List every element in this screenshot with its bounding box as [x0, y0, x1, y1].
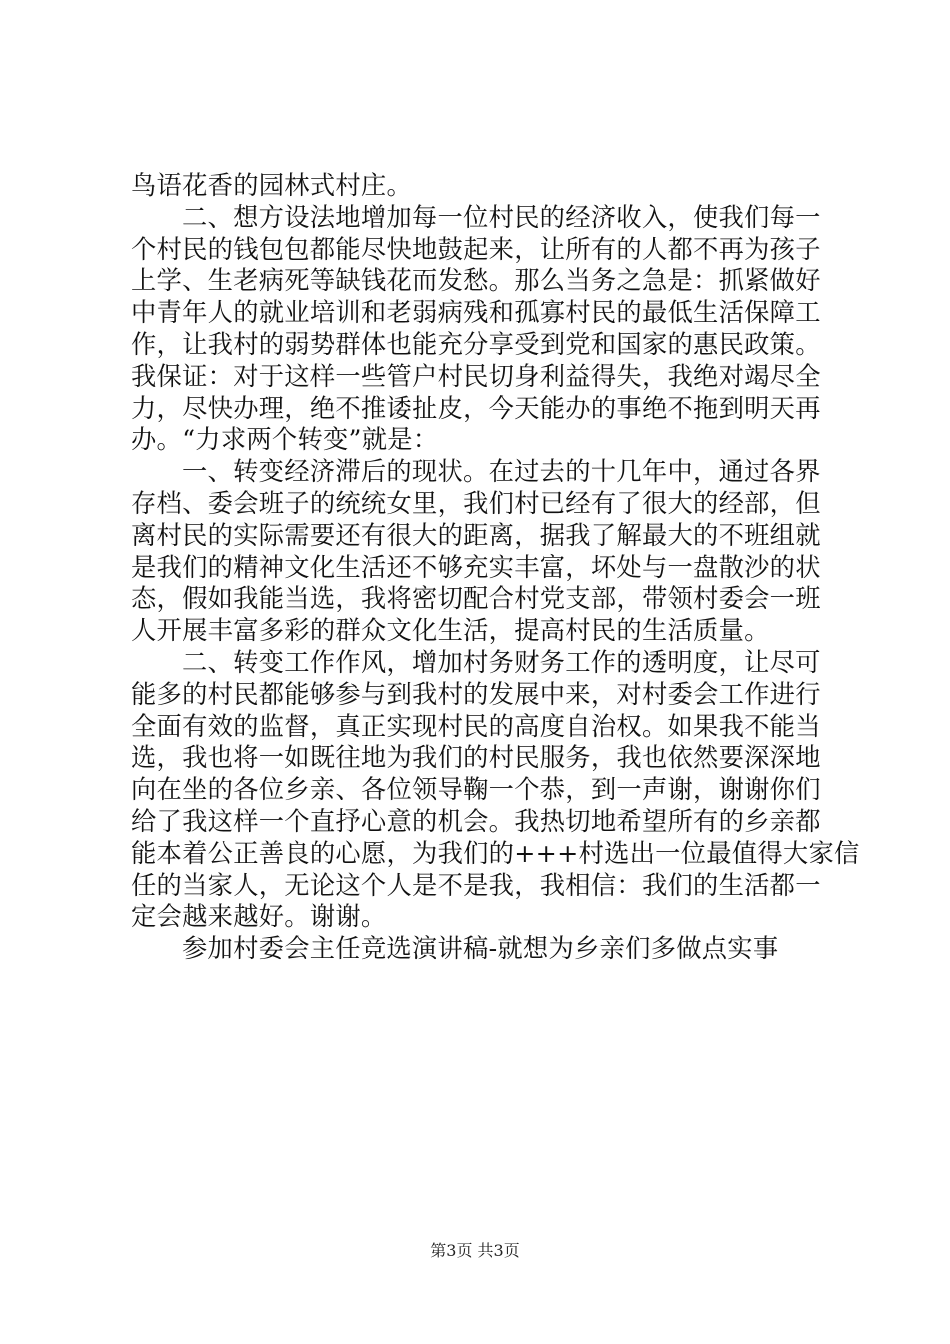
text-line: 二、想方设法地增加每一位村民的经济收入，使我们每一	[182, 202, 821, 232]
text-line: 人开展丰富多彩的群众文化生活，提高村民的生活质量。	[131, 616, 770, 646]
text-line: 选，我也将一如既往地为我们的村民服务，我也依然要深深地	[131, 743, 821, 773]
text-line: 中青年人的就业培训和老弱病残和孤寡村民的最低生活保障工	[131, 298, 821, 328]
text-line: 个村民的钱包包都能尽快地鼓起来，让所有的人都不再为孩子	[131, 234, 821, 264]
text-line: 任的当家人，无论这个人是不是我，我相信：我们的生活都一	[131, 870, 821, 900]
text-line: 是我们的精神文化生活还不够充实丰富，坏处与一盘散沙的状	[131, 552, 821, 582]
text-line: 作，让我村的弱势群体也能充分享受到党和国家的惠民政策。	[131, 329, 821, 359]
text-line: 离村民的实际需要还有很大的距离，据我了解最大的不班组就	[131, 520, 821, 550]
page-footer: 第3页 共3页	[430, 1241, 520, 1260]
text-line: 参加村委会主任竞选演讲稿-就想为乡亲们多做点实事	[182, 934, 779, 964]
document-body	[131, 170, 860, 965]
text-line: 二、转变工作作风，增加村务财务工作的透明度，让尽可	[182, 647, 821, 677]
text-line: 存档、委会班子的统统女里，我们村已经有了很大的经部，但	[131, 488, 821, 518]
text-line: 一、转变经济滞后的现状。在过去的十几年中，通过各界	[182, 457, 821, 487]
text-line: 态，假如我能当选，我将密切配合村党支部，带领村委会一班	[131, 584, 821, 614]
text-line: 能多的村民都能够参与到我村的发展中来，对村委会工作进行	[131, 679, 821, 709]
text-line: 我保证：对于这样一些管户村民切身利益得失，我绝对竭尽全	[131, 361, 821, 391]
text-line: 向在坐的各位乡亲、各位领导鞠一个恭，到一声谢，谢谢你们	[131, 775, 821, 805]
text-line: 能本着公正善良的心愿，为我们的+++村选出一位最值得大家信	[131, 838, 860, 868]
text-line: 上学、生老病死等缺钱花而发愁。那么当务之急是：抓紧做好	[131, 266, 821, 296]
text-line: 鸟语花香的园林式村庄。	[131, 171, 413, 200]
text-line: 全面有效的监督，真正实现村民的高度自治权。如果我不能当	[131, 711, 821, 741]
text-line: 给了我这样一个直抒心意的机会。我热切地希望所有的乡亲都	[131, 806, 821, 836]
text-line: 力，尽快办理，绝不推诿扯皮，今天能办的事绝不拖到明天再	[131, 393, 821, 423]
text-line: 办。“力求两个转变”就是：	[131, 425, 439, 455]
text-line: 定会越来越好。谢谢。	[131, 902, 387, 932]
